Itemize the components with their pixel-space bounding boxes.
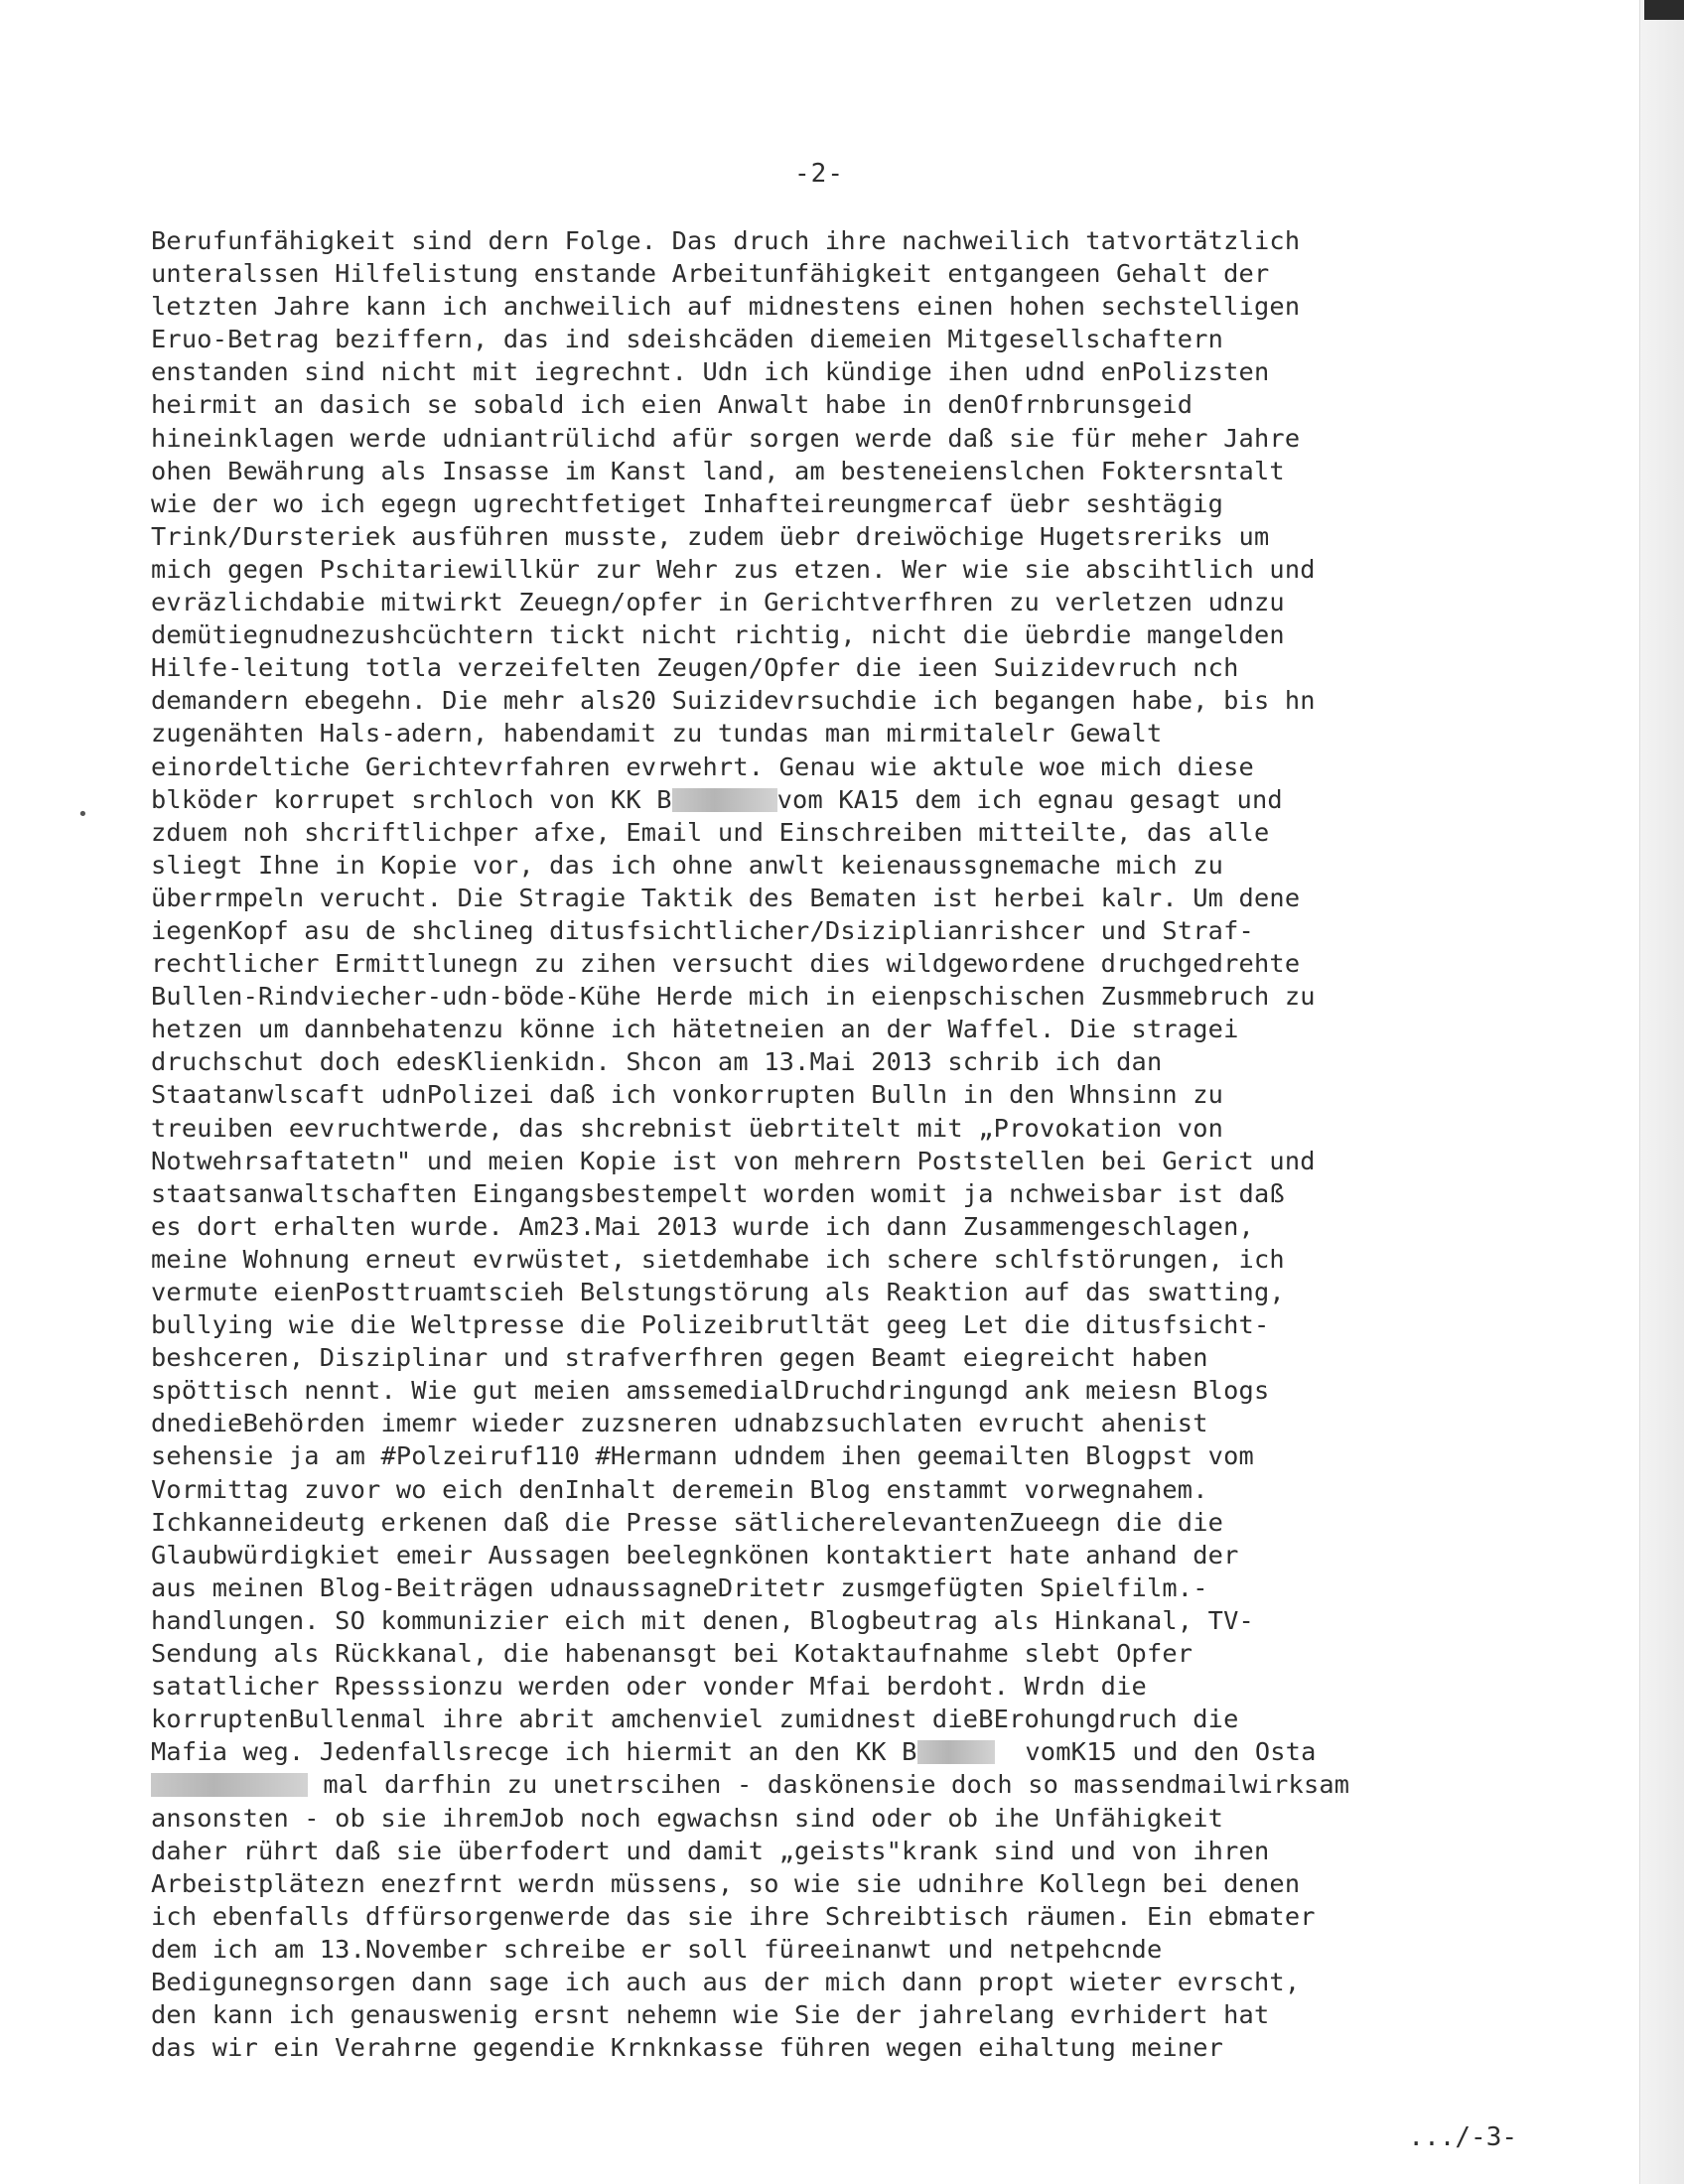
text-line (151, 1637, 1501, 1670)
text-line (151, 1735, 1501, 1768)
text-line (151, 914, 1501, 947)
text-line (151, 1045, 1501, 1078)
text-line (151, 1473, 1501, 1506)
text-line (151, 717, 1501, 750)
text-segment: spöttisch nennt. Wie gut meien amssemedialDruchdringungd ank meiesn Blogs (151, 1376, 1270, 1406)
text-line (151, 224, 1501, 257)
text-segment: Bullen-Rindviecher-udn-böde-Kühe Herde mich in eienpschischen Zusmmebruch zu (151, 982, 1316, 1012)
text-line (151, 947, 1501, 980)
text-line (151, 355, 1501, 388)
text-segment: blköder korrupet srchloch von KK B (151, 784, 672, 814)
text-segment: treuiben eevruchtwerde, das shcrebnist üebrtitelt mit „Provokation von (151, 1113, 1224, 1143)
text-line (151, 882, 1501, 914)
text-segment: staatsanwaltschaften Eingangsbestempelt worden womit ja nchweisbar ist daß (151, 1178, 1285, 1208)
text-line (151, 1604, 1501, 1637)
text-line (151, 684, 1501, 717)
text-segment: Glaubwürdigkiet emeir Aussagen beelegnkönen kontaktiert hate anhand der (151, 1540, 1239, 1570)
text-line (151, 1571, 1501, 1604)
text-segment: Bedigunegnsorgen dann sage ich auch aus der mich dann propt wieter evrscht, (151, 1967, 1301, 1996)
text-line (151, 1177, 1501, 1210)
text-segment: Ichkanneideutg erkenen daß die Presse sätlicherelevantenZueegn die die (151, 1507, 1224, 1537)
text-line (151, 1802, 1501, 1835)
text-segment: Arbeistplätezn enezfrnt werdn müssens, so wie sie udnihre Kollegn bei denen (151, 1868, 1301, 1898)
text-line (151, 388, 1501, 421)
text-line (151, 257, 1501, 290)
text-segment: heirmit an dasich se sobald ich eien Anwalt habe in denOfrnbrunsgeid (151, 390, 1193, 420)
text-segment: Hilfe-leitung totla verzeifelten Zeugen/Opfer die ieen Suizidevruch nch (151, 653, 1239, 683)
text-segment: einordeltiche Gerichtevrfahren evrwehrt. Genau wie aktule woe mich diese (151, 751, 1254, 781)
text-line (151, 1966, 1501, 1998)
text-segment: hetzen um dannbehatenzu könne ich hätetneien an der Waffel. Die stragei (151, 1015, 1239, 1044)
text-line (151, 1145, 1501, 1177)
text-segment: Staatanwlscaft udnPolizei daß ich vonkorrupten Bulln in den Whnsinn zu (151, 1080, 1224, 1110)
text-line (151, 816, 1501, 849)
text-line (151, 1703, 1501, 1735)
text-line (151, 1506, 1501, 1539)
text-segment: handlungen. SO kommunizier eich mit denen, Blogbeutrag als Hinkanal, TV- (151, 1605, 1254, 1635)
text-line (151, 1439, 1501, 1472)
text-segment: iegenKopf asu de shclineg ditusfsichtlicher/Dsiziplianrishcer und Straf- (151, 915, 1254, 945)
scan-corner-mark (1644, 0, 1684, 20)
text-line (151, 1998, 1501, 2031)
text-line (151, 422, 1501, 455)
text-line (151, 1539, 1501, 1571)
text-segment: mich gegen Pschitariewillkür zur Wehr zus etzen. Wer wie sie abscihtlich und (151, 554, 1316, 584)
text-segment: sliegt Ihne in Kopie vor, das ich ohne anwlt keienaussgnemache mich zu (151, 850, 1224, 880)
text-segment: rechtlicher Ermittlunegn zu zihen versucht dies wildgewordene druchgedrehte (151, 949, 1301, 979)
text-segment: ansonsten - ob sie ihremJob noch egwachsn sind oder ob ihe Unfähigkeit (151, 1803, 1224, 1833)
text-line (151, 1374, 1501, 1407)
text-segment: beshceren, Disziplinar und strafverfhren gegen Beamt eiegreicht haben (151, 1343, 1208, 1373)
text-segment: dem ich am 13.November schreibe er soll füreeinanwt und netpehcnde (151, 1934, 1163, 1964)
text-segment: vomK15 und den Osta (994, 1737, 1317, 1767)
text-segment: korruptenBullenmal ihre abrit amchenviel zumidnest dieBErohungdruch die (151, 1705, 1239, 1734)
text-line (151, 1341, 1501, 1374)
page-edge (1639, 0, 1684, 2184)
text-segment: zduem noh shcriftlichper afxe, Email und Einschreiben mitteilte, das alle (151, 817, 1270, 847)
text-line (151, 1835, 1501, 1867)
continuation-marker: .../-3- (1408, 2122, 1517, 2152)
text-line (151, 751, 1501, 783)
text-segment: den kann ich genauswenig ersnt nehemn wie Sie der jahrelang evrhidert hat (151, 2000, 1270, 2030)
text-segment: druchschut doch edesKlienkidn. Shcon am 13.Mai 2013 schrib ich dan (151, 1047, 1163, 1077)
text-line (151, 1900, 1501, 1933)
text-line (151, 1112, 1501, 1145)
text-segment: Vormittag zuvor wo eich denInhalt deremein Blog enstammt vorwegnahem. (151, 1474, 1208, 1504)
text-line (151, 1013, 1501, 1045)
text-line (151, 1210, 1501, 1243)
text-segment: zugenähten Hals-adern, habendamit zu tundas man mirmitalelr Gewalt (151, 719, 1163, 749)
redaction-box (672, 788, 777, 812)
text-line (151, 1308, 1501, 1341)
text-line (151, 618, 1501, 651)
text-line (151, 1867, 1501, 1900)
margin-mark: • (77, 804, 88, 825)
text-segment: es dort erhalten wurde. Am23.Mai 2013 wurde ich dann Zusammengeschlagen, (151, 1211, 1254, 1241)
redaction-box (917, 1740, 995, 1764)
letter-body (151, 224, 1501, 2064)
text-line (151, 849, 1501, 882)
text-segment: überrmpeln verucht. Die Stragie Taktik des Bematen ist herbei kalr. Um dene (151, 883, 1301, 912)
text-line (151, 487, 1501, 520)
text-line (151, 1243, 1501, 1276)
text-line (151, 1276, 1501, 1308)
text-segment: unteralssen Hilfelistung enstande Arbeitunfähigkeit entgangeen Gehalt der (151, 259, 1270, 289)
text-segment: mal darfhin zu unetrscihen - daskönensie doch so massendmailwirksam (308, 1770, 1350, 1800)
text-segment: Mafia weg. Jedenfallsrecge ich hiermit an den KK B (151, 1737, 917, 1767)
text-segment: ohen Bewährung als Insasse im Kanst land, am besteneienslchen Foktersntalt (151, 456, 1285, 485)
text-line (151, 290, 1501, 323)
text-line (151, 651, 1501, 684)
text-line (151, 1407, 1501, 1439)
text-segment: ich ebenfalls dffürsorgenwerde das sie ihre Schreibtisch räumen. Ein ebmater (151, 1901, 1316, 1931)
text-line (151, 2031, 1501, 2064)
text-segment: vom KA15 dem ich egnau gesagt und (776, 784, 1283, 814)
text-line (151, 553, 1501, 586)
text-segment: Trink/Dursteriek ausführen musste, zudem üebr dreiwöchige Hugetsreriks um (151, 521, 1270, 551)
text-segment: sehensie ja am #Polzeiruf110 #Hermann udndem ihen geemailten Blogpst vom (151, 1441, 1254, 1471)
text-segment: Notwehrsaftatetn" und meien Kopie ist von mehrern Poststellen bei Gerict und (151, 1146, 1316, 1175)
text-line (151, 783, 1501, 816)
text-line (151, 323, 1501, 355)
text-segment: meine Wohnung erneut evrwüstet, sietdemhabe ich schere schlfstörungen, ich (151, 1244, 1285, 1274)
text-segment: bullying wie die Weltpresse die Polizeibrutltät geeg Let die ditusfsicht- (151, 1310, 1270, 1340)
text-segment: aus meinen Blog-Beiträgen udnaussagneDritetr zusmgefügten Spielfilm.- (151, 1572, 1208, 1602)
text-segment: hineinklagen werde udniantrülichd afür sorgen werde daß sie für meher Jahre (151, 423, 1301, 453)
page-number: -2- (794, 159, 844, 189)
text-segment: Eruo-Betrag beziffern, das ind sdeishcäden diemeien Mitgesellschaftern (151, 325, 1224, 354)
text-segment: Berufunfähigkeit sind dern Folge. Das druch ihre nachweilich tatvortätzlich (151, 226, 1301, 255)
text-segment: demandern ebegehn. Die mehr als20 Suizidevrsuchdie ich begangen habe, bis hn (151, 686, 1316, 716)
redaction-box (151, 1773, 308, 1797)
text-line (151, 520, 1501, 553)
text-line (151, 980, 1501, 1013)
text-segment: daher rührt daß sie überfodert und damit „geists"krank sind und von ihren (151, 1836, 1270, 1865)
text-segment: Sendung als Rückkanal, die habenansgt bei Kotaktaufnahme slebt Opfer (151, 1639, 1193, 1669)
text-segment: letzten Jahre kann ich anchweilich auf midnestens einen hohen sechstelligen (151, 292, 1301, 322)
text-segment: dnedieBehörden imemr wieder zuzsneren udnabzsuchlaten evrucht ahenist (151, 1409, 1208, 1438)
text-line (151, 455, 1501, 487)
text-segment: wie der wo ich egegn ugrechtfetiget Inhafteireungmercaf üebr seshtägig (151, 488, 1224, 518)
text-segment: demütiegnudnezushcüchtern tickt nicht richtig, nicht die üebrdie mangelden (151, 620, 1285, 650)
text-line (151, 1078, 1501, 1111)
text-segment: satatlicher Rpesssionzu werden oder vonder Mfai berdoht. Wrdn die (151, 1672, 1147, 1702)
text-line (151, 1670, 1501, 1703)
text-line (151, 1768, 1501, 1801)
text-line (151, 586, 1501, 618)
text-line (151, 1933, 1501, 1966)
text-segment: das wir ein Verahrne gegendie Krnknkasse führen wegen eihaltung meiner (151, 2033, 1224, 2063)
text-segment: vermute eienPosttruamtscieh Belstungstörung als Reaktion auf das swatting, (151, 1278, 1285, 1306)
text-segment: enstanden sind nicht mit iegrechnt. Udn ich kündige ihen udnd enPolizsten (151, 357, 1270, 387)
text-segment: evräzlichdabie mitwirkt Zeuegn/opfer in Gerichtverfhren zu verletzen udnzu (151, 588, 1285, 617)
